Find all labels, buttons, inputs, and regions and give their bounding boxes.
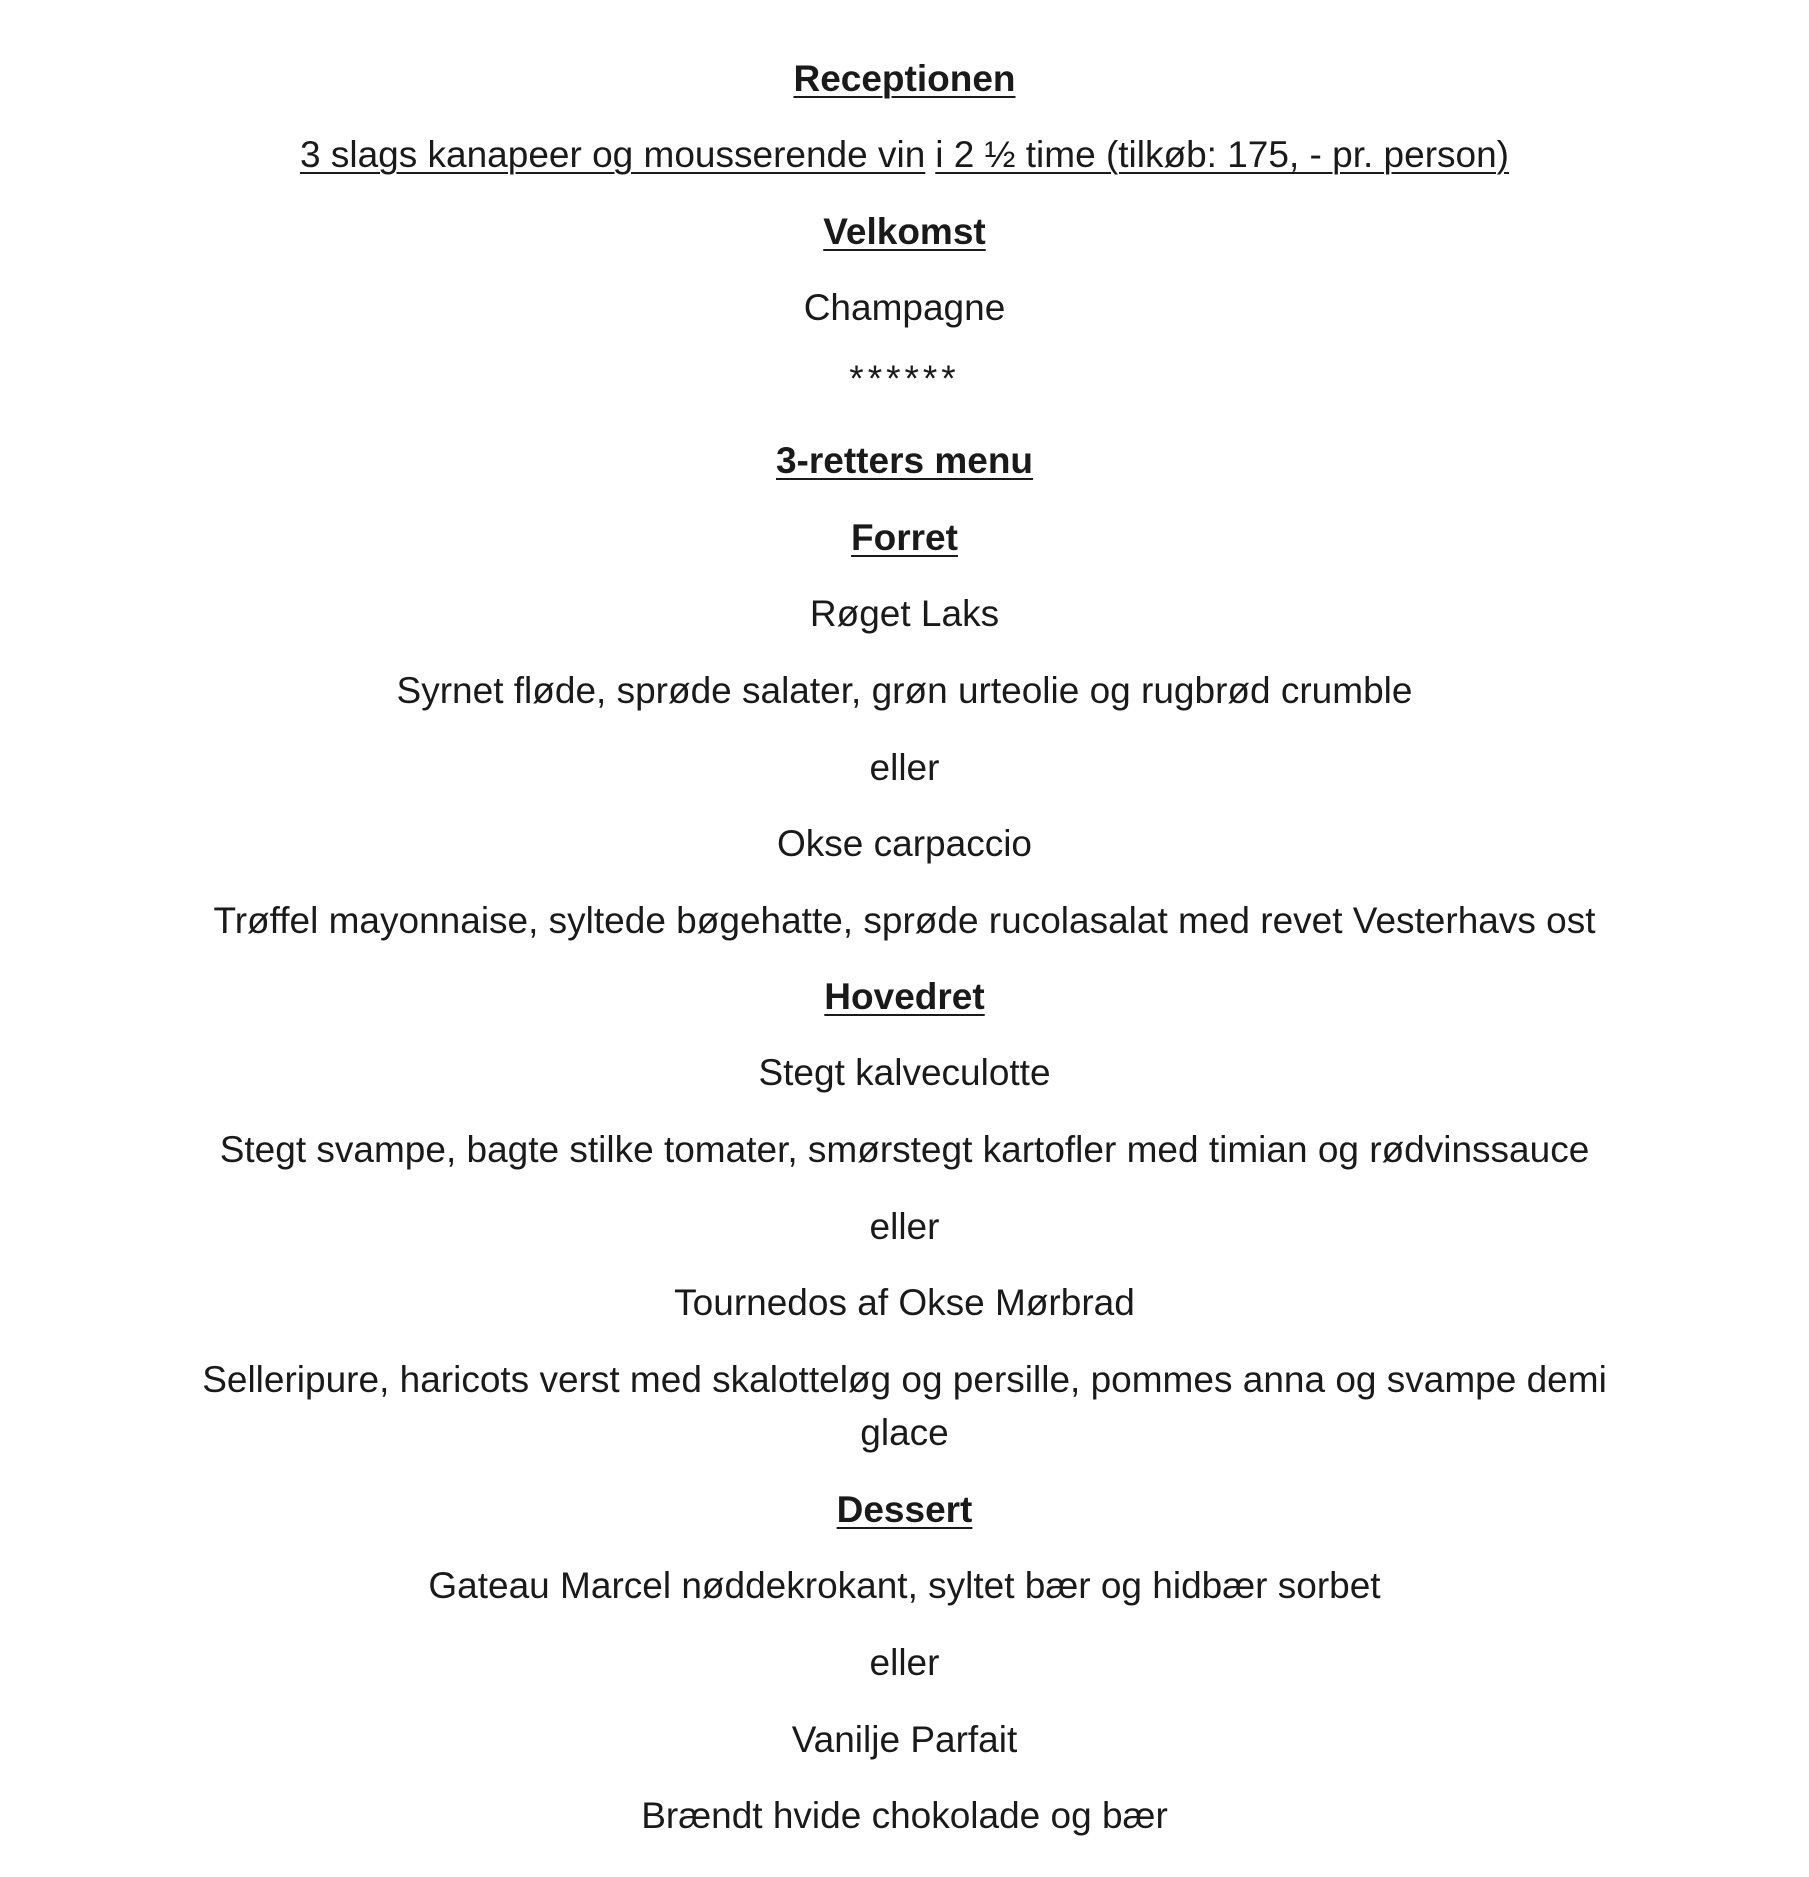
menu-heading: 3-retters menu bbox=[775, 440, 1034, 481]
main-heading: Hovedret bbox=[824, 976, 985, 1017]
dessert-option2-desc: Brændt hvide chokolade og bær bbox=[641, 1795, 1168, 1836]
main-option1-desc: Stegt svampe, bagte stilke tomater, smørstegt kartofler med timian og rødvinssauce bbox=[219, 1129, 1590, 1170]
starter-option2-desc: Trøffel mayonnaise, syltede bøgehatte, sprøde rucolasalat med revet Vesterhavs ost bbox=[213, 900, 1596, 941]
welcome-drink: Champagne bbox=[803, 287, 1006, 328]
reception-heading: Receptionen bbox=[793, 58, 1016, 99]
main-or: eller bbox=[869, 1206, 940, 1247]
dessert-heading: Dessert bbox=[836, 1489, 973, 1530]
reception-line-part1: 3 slags kanapeer og mousserende vin bbox=[300, 134, 926, 175]
separator-stars: ****** bbox=[849, 358, 960, 399]
main-option2-desc-line1: Selleripure, haricots verst med skalotteløg og persille, pommes anna og svampe demi bbox=[202, 1359, 1607, 1400]
starter-or: eller bbox=[869, 747, 940, 788]
dessert-option2-title: Vanilje Parfait bbox=[791, 1719, 1018, 1760]
dessert-option1-desc: Gateau Marcel nøddekrokant, syltet bær og hidbær sorbet bbox=[428, 1565, 1381, 1606]
reception-line-part2: i 2 ½ time (tilkøb: 175, - pr. person) bbox=[935, 134, 1509, 175]
starter-option1-title: Røget Laks bbox=[809, 593, 1000, 634]
starter-heading: Forret bbox=[851, 517, 958, 558]
starter-option2-title: Okse carpaccio bbox=[777, 823, 1032, 864]
reception-line bbox=[120, 128, 1689, 182]
dessert-or: eller bbox=[869, 1642, 940, 1683]
main-option2-title: Tournedos af Okse Mørbrad bbox=[674, 1282, 1135, 1323]
main-option1-title: Stegt kalveculotte bbox=[758, 1052, 1051, 1093]
main-option2-desc-line2: glace bbox=[860, 1412, 949, 1453]
welcome-heading: Velkomst bbox=[823, 211, 986, 252]
starter-option1-desc: Syrnet fløde, sprøde salater, grøn urteolie og rugbrød crumble bbox=[396, 670, 1413, 711]
